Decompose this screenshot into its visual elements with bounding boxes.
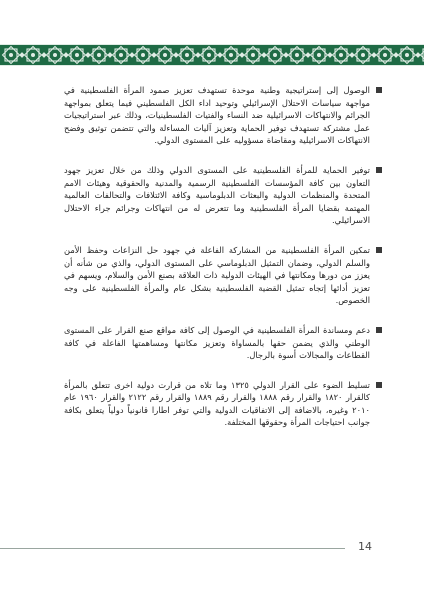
bullet-text-4: دعم ومساندة المرأة الفلسطينية في الوصول إلى كافة مواقع صنع القرار على المستوى الوطني والذي يضمن حقها بالمساواة وتعزيز مكانتها ومساهمتها الفاعلة في كافة القطاعات والمجالات أسوة بالرجال. [64, 324, 370, 361]
ornament-pattern-icon [0, 44, 424, 66]
square-bullet-icon [376, 167, 382, 173]
bullet-item-3 [64, 244, 382, 307]
bullet-text-3: تمكين المرأة الفلسطينية من المشاركة الفاعلة في جهود حل النزاعات وحفظ الأمن والسلم الدولي، وضمان التمثيل الدبلوماسي على المستوى الدولي، والذي من شأنه أن يعزز من دورها ومكانتها في الهيئات الدولية ذات العلاقة بصنع الأمن والسلام، ويسهم في تعزيز أدائها إتجاه تمثيل القضية الفلسطينية بشكل عام والمرأة الفلسطينية على وجه الخصوص. [64, 244, 370, 306]
bullet-text-5: تسليط الضوء على القرار الدولي ١٣٢٥ وما تلاه من قرارت دولية اخرى تتعلق بالمرأة كالقرار ١٨٢٠ والقرار رقم ١٨٨٨ والقرار رقم ١٨٨٩ والقرار رقم ٢١٢٢ والقرار ١٩٦٠ عام ٢٠١٠ وغيره، بالاضافة إلى الاتفاقيات الدولية والتي توفر اطارا قانونياً دولياً يتعلق بكافة جوانب احتياجات المرأة وحقوقها المختلفة. [64, 379, 370, 428]
square-bullet-icon [376, 247, 382, 253]
footer-rule [0, 548, 345, 549]
bullet-text-2: توفير الحماية للمرأة الفلسطينية على المستوى الدولي وذلك من خلال تعزيز جهود التعاون بين كافة المؤسسات الفلسطينية الرسمية والمدنية والحقوقية وهيئات الامم المتحدة والمنظمات الدولية والبعثات الدبلوماسية وكافة الائتلافات والتحالفات العالمية المهتمة بقضايا المرأة الفلسطينية وما تتعرض له من انتهاكات وجرائم جراء الاحتلال الاسرائيلي. [64, 164, 370, 226]
bullet-item-4 [64, 324, 382, 362]
bullet-list [64, 84, 382, 446]
square-bullet-icon [376, 382, 382, 388]
page-number: 14 [358, 540, 372, 553]
square-bullet-icon [376, 327, 382, 333]
bullet-item-5 [64, 379, 382, 429]
bullet-item-1 [64, 84, 382, 147]
bullet-text-1: الوصول إلى إستراتيجية وطنية موحدة تستهدف تعزيز صمود المرأة الفلسطينية في مواجهة سياسات الاحتلال الإسرائيلي وتوحيد اداء الكل الفلسطيني فيما يتعلق بمواجهة الجرائم والانتهاكات الاسرائيلية ضد النساء والفتيات الفلسطينيات، وذلك عبر استراتيجيات عمل مشتركة تستهدف توفير الحماية وتعزيز آليات المساءلة والتي تتضمن توثيق وفضح الانتهاكات الاسرائيلية ومقاضاة مسؤوليه على المستوى الدولي. [64, 85, 370, 146]
decorative-ornament-band [0, 44, 424, 66]
square-bullet-icon [376, 87, 382, 93]
bullet-item-2 [64, 164, 382, 227]
